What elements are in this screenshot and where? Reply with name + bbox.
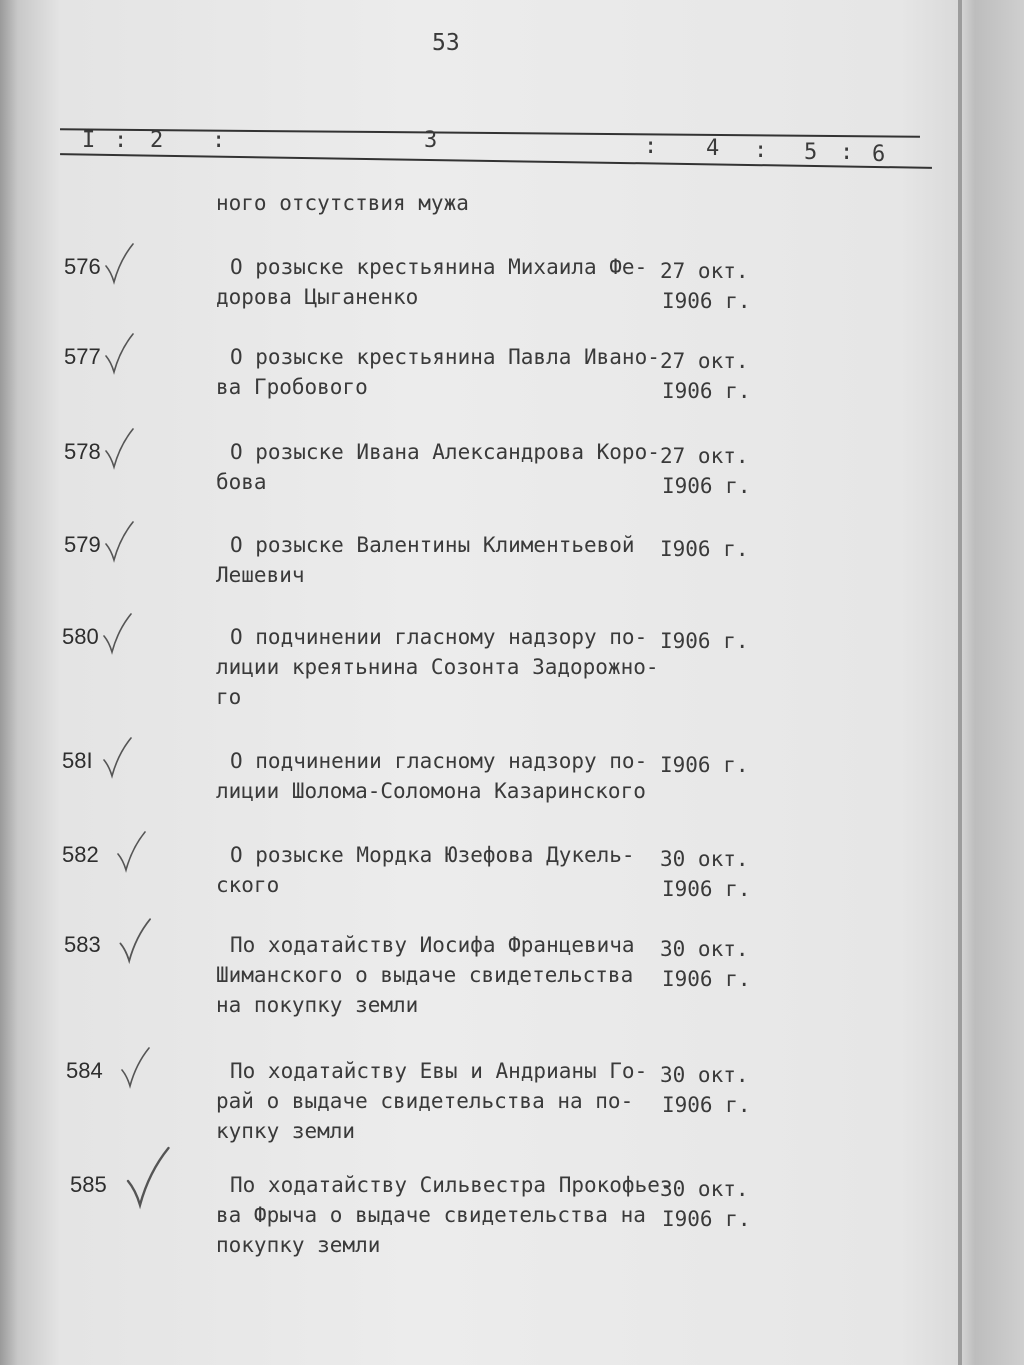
entry-number: 584: [66, 1058, 103, 1083]
entry-date-line: I906 г.: [662, 967, 751, 991]
entry-description-line: О подчинении гласному надзору по-: [230, 749, 648, 773]
entry-date: [660, 1060, 770, 1120]
entry-number: 578: [64, 439, 101, 464]
entry-description-line: О розыске крестьянина Павла Ивано-: [230, 345, 660, 369]
checkmark-icon: [102, 242, 136, 286]
entry-number: 583: [64, 932, 101, 957]
entry-description: [216, 840, 656, 900]
entry-description: [216, 342, 660, 402]
entry-date: [660, 1174, 770, 1234]
entry-date: [660, 750, 770, 780]
entry-description: [216, 530, 656, 590]
column-separator: :: [114, 128, 128, 153]
column-header-6: 6: [872, 142, 886, 167]
entry-date: [660, 256, 770, 316]
entry-date: [660, 346, 770, 406]
column-separator: :: [840, 140, 854, 165]
entry-description-line: рай о выдаче свидетельства на по-: [216, 1089, 634, 1113]
column-separator: :: [754, 138, 768, 163]
entry-date-line: 30 окт.: [660, 937, 749, 961]
entry-date: [660, 441, 770, 501]
checkmark-icon: [102, 520, 136, 564]
entry-date-line: I906 г.: [662, 379, 751, 403]
checkmark-icon: [118, 1046, 152, 1090]
column-separator: :: [644, 134, 658, 159]
entry-description: [216, 437, 660, 497]
entry-date-line: 30 окт.: [660, 1177, 749, 1201]
entry-description: [216, 746, 656, 806]
entry-number: 579: [64, 532, 101, 557]
continuation-text: ного отсутствия мужа: [216, 191, 469, 215]
page-edge: [958, 0, 962, 1365]
checkmark-icon: [114, 830, 148, 874]
entry-description-line: По ходатайству Иосифа Францевича: [230, 933, 635, 957]
column-header-3: 3: [424, 128, 438, 153]
entry-description-line: О розыске Ивана Александрова Коро-: [230, 440, 660, 464]
entry-description-line: бова: [216, 470, 267, 494]
entry-number: 582: [62, 842, 99, 867]
entry-description-line: О розыске Мордка Юзефова Дукель-: [230, 843, 635, 867]
entry-description: [216, 1170, 673, 1260]
entry-date-line: I906 г.: [662, 1207, 751, 1231]
entry-date-line: 30 окт.: [660, 847, 749, 871]
column-header-5: 5: [804, 140, 818, 165]
entry-description: [216, 1056, 656, 1146]
entry-date-line: I906 г.: [660, 537, 749, 561]
checkmark-icon: [100, 612, 134, 656]
entry-number: 580: [62, 624, 99, 649]
entry-description-line: По ходатайству Сильвестра Прокофье-: [230, 1173, 673, 1197]
column-header-2: 2: [150, 128, 164, 153]
entry-date-line: I906 г.: [662, 474, 751, 498]
entry-description-line: го: [216, 685, 242, 709]
entry-description-line: ва Гробового: [216, 375, 368, 399]
entry-date-line: 27 окт.: [660, 444, 749, 468]
entry-date-line: I906 г.: [662, 289, 751, 313]
checkmark-icon: [102, 332, 136, 376]
column-header-1: I: [82, 128, 96, 153]
entry-description-line: Шиманского о выдаче свидетельства: [216, 963, 634, 987]
entry-date-line: 27 окт.: [660, 349, 749, 373]
entry-description: [216, 622, 659, 712]
entry-description: [216, 252, 656, 312]
entry-number: 585: [70, 1172, 107, 1197]
entry-date-line: I906 г.: [662, 1093, 751, 1117]
entry-number: 576: [64, 254, 101, 279]
entry-description-line: лиции Шолома-Соломона Казаринского: [216, 779, 646, 803]
entry-date-line: 30 окт.: [660, 1063, 749, 1087]
entry-description-line: Лешевич: [216, 563, 305, 587]
checkmark-icon: [100, 736, 134, 780]
entry-number: 577: [64, 344, 101, 369]
entry-description-line: дорова Цыганенко: [216, 285, 419, 309]
checkmark-icon: [122, 1145, 173, 1211]
column-separator: :: [212, 128, 226, 153]
entry-date: [660, 626, 770, 656]
entry-description-line: О розыске крестьянина Михаила Фе-: [230, 255, 648, 279]
entry-number: 58I: [62, 748, 93, 773]
checkmark-icon: [116, 917, 153, 965]
entry-description-line: По ходатайству Евы и Андрианы Го-: [230, 1059, 648, 1083]
entry-description: [216, 930, 656, 1020]
entry-description-line: О розыске Валентины Климентьевой: [230, 533, 635, 557]
entry-date-line: I906 г.: [660, 753, 749, 777]
entry-date-line: I906 г.: [660, 629, 749, 653]
entry-date: [660, 844, 770, 904]
entry-date: [660, 534, 770, 564]
entry-date-line: I906 г.: [662, 877, 751, 901]
checkmark-icon: [102, 427, 136, 471]
page-number: 53: [432, 30, 460, 56]
entry-date-line: 27 окт.: [660, 259, 749, 283]
entry-description-line: лиции креятьнина Созонта Задорожно-: [216, 655, 659, 679]
entry-description-line: купку земли: [216, 1119, 356, 1143]
entry-description-line: на покупку земли: [216, 993, 419, 1017]
header-top-rule: [60, 128, 920, 138]
entry-date: [660, 934, 770, 994]
column-header-4: 4: [706, 136, 720, 161]
header-bottom-rule: [60, 153, 932, 169]
entry-description-line: ского: [216, 873, 280, 897]
entry-description-line: О подчинении гласному надзору по-: [230, 625, 648, 649]
entry-description-line: ва Фрыча о выдаче свидетельства на: [216, 1203, 646, 1227]
entry-description-line: покупку земли: [216, 1233, 381, 1257]
